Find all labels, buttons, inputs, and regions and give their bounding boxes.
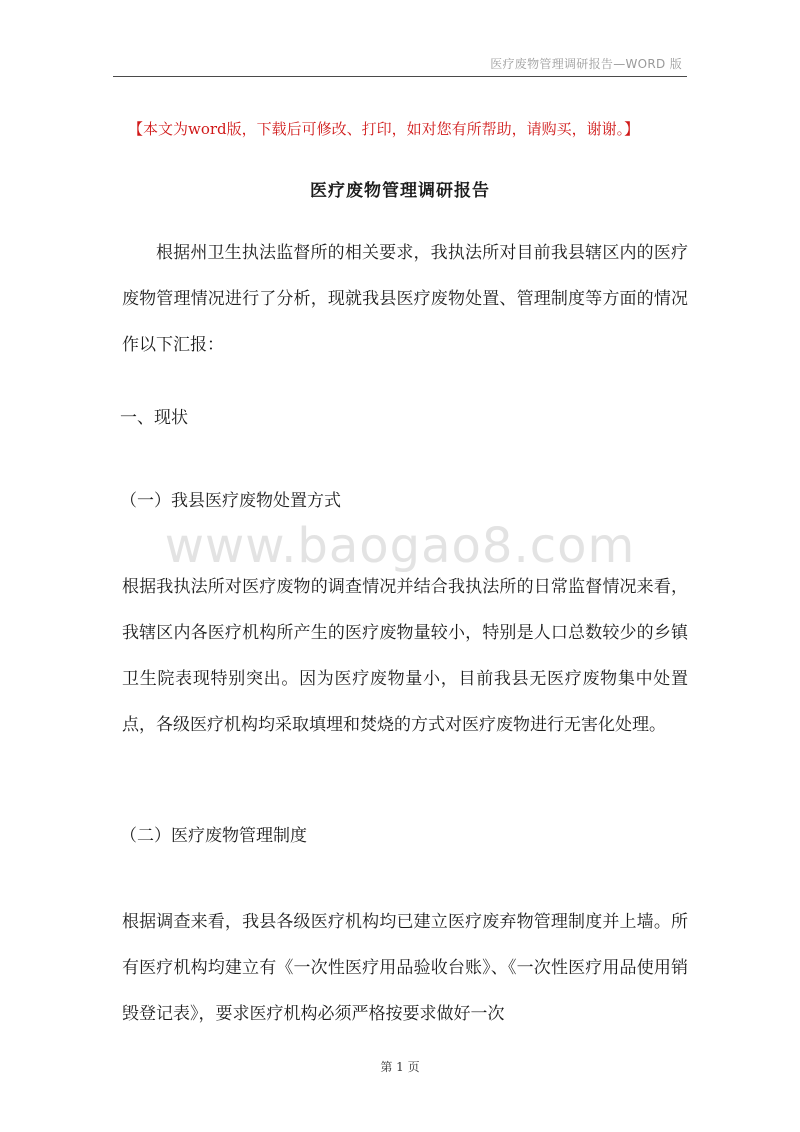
document-title: 医疗废物管理调研报告 xyxy=(310,181,490,201)
download-notice: 【本文为word版，下载后可修改、打印，如对您有所帮助，请购买，谢谢。】 xyxy=(128,120,640,138)
header-divider xyxy=(113,76,687,77)
subsection-heading-system: （二）医疗废物管理制度 xyxy=(120,826,307,846)
section-heading-status: 一、现状 xyxy=(120,408,188,428)
intro-paragraph: 根据州卫生执法监督所的相关要求，我执法所对目前我县辖区内的医疗废物管理情况进行了分析，现就我县医疗废物处置、管理制度等方面的情况作以下汇报： xyxy=(122,243,688,355)
system-paragraph: 根据调查来看，我县各级医疗机构均已建立医疗废弃物管理制度并上墙。所有医疗机构均建立有《一次性医疗用品验收台账》、《一次性医疗用品使用销毁登记表》，要求医疗机构必须严格按要求做好一次 xyxy=(122,912,688,1024)
running-header: 医疗废物管理调研报告—WORD 版 xyxy=(490,57,682,71)
page-number: 第 1 页 xyxy=(380,1060,420,1074)
disposal-paragraph: 根据我执法所对医疗废物的调查情况并结合我执法所的日常监督情况来看，我辖区内各医疗机构所产生的医疗废物量较小，特别是人口总数较少的乡镇卫生院表现特别突出。因为医疗废物量小，目前我县无医疗废物集中处置点，各级医疗机构均采取填埋和焚烧的方式对医疗废物进行无害化处理。 xyxy=(122,577,688,735)
watermark: www.baogao8.com xyxy=(164,518,636,574)
subsection-heading-disposal: （一）我县医疗废物处置方式 xyxy=(120,491,341,511)
